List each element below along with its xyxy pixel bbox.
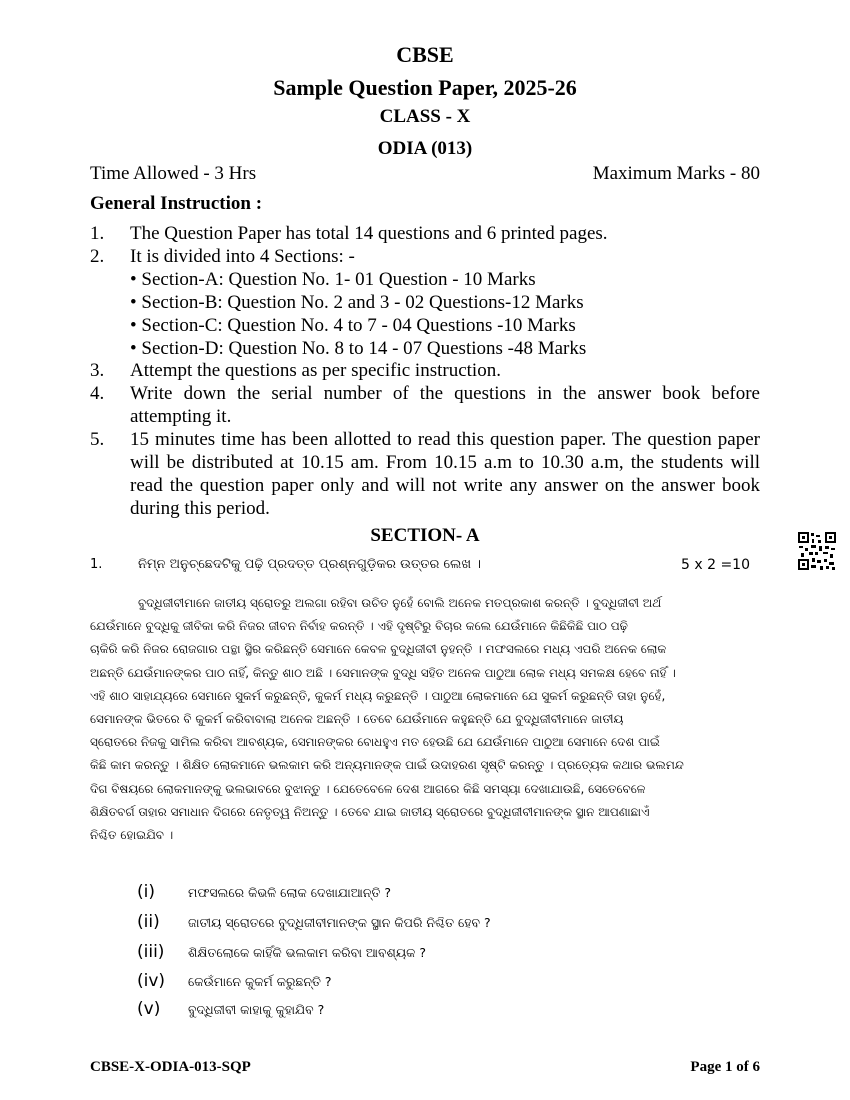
question-text: ନିମ୍ନ ଅନୁଚ୍ଛେଦଟିକୁ ପଢ଼ି ପ୍ରଦତ୍ତ ପ୍ରଶ୍ନଗୁଡ଼ିକର ଉତ୍ତର ଲେଖ । [138, 557, 482, 572]
subject-title: ODIA (013) [377, 138, 473, 159]
passage-line: ବୁଦ୍ଧିଜୀବୀମାନେ ଜାତୀୟ ସ୍ରୋତରୁ ଅଲଗା ରହିବା ଉଚିତ ନୁହେଁ ବୋଲି ଅନେକ ମତପ୍ରକାଶ କରନ୍ତି । ବୁଦ୍ଧିଜୀବୀ ଅର୍ଥ [138, 596, 662, 610]
subquestion-text: ଶିକ୍ଷିତଲୋକେ କାହିଁକି ଭଲକାମ କରିବା ଆବଶ୍ୟକ ? [188, 945, 427, 960]
instruction-number: 2. [90, 246, 105, 267]
board-title: CBSE [396, 42, 454, 67]
section-bullet: • Section-A: Question No. 1- 01 Question - 10 Marks [130, 269, 536, 290]
subquestion-text: ଜାତୀୟ ସ୍ରୋତରେ ବୁଦ୍ଧିଜୀବୀମାନଙ୍କ ସ୍ଥାନ କିପରି ନିଶ୍ଚିତ ହେବ ? [188, 915, 491, 930]
passage-line: ନିଶ୍ଚିତ ହୋଇଯିବ । [90, 827, 174, 842]
time-marks-row [90, 163, 760, 185]
instruction-item [90, 428, 760, 520]
question-number: 1. [90, 557, 103, 572]
subquestion-number: (iii) [137, 942, 165, 962]
instruction-text: Attempt the questions as per specific instruction. [130, 360, 501, 381]
section-bullet: • Section-B: Question No. 2 and 3 - 02 Questions-12 Marks [130, 292, 584, 313]
instruction-text: 15 minutes time has been allotted to read this question paper. The question paper will be distributed at 10.15 am. From 10.15 a.m to 10.30 a.m, the students will read the question paper only and will not write any answer on the answer book during this period. [130, 429, 760, 519]
qr-code-icon [797, 531, 837, 571]
passage [90, 592, 760, 847]
instruction-item [90, 359, 760, 382]
instruction-item [90, 382, 760, 428]
subquestion-text: କେଉଁମାନେ କୁକର୍ମ କରୁଛନ୍ତି ? [188, 974, 332, 989]
time-allowed: Time Allowed - 3 Hrs [90, 163, 257, 184]
footer-code: CBSE-X-ODIA-013-SQP [90, 1059, 251, 1075]
instruction-item [90, 245, 760, 268]
instruction-text: It is divided into 4 Sections: - [130, 246, 355, 267]
subquestion-number: (iv) [137, 971, 166, 991]
instruction-text: Write down the serial number of the questions in the answer book before attempting it. [130, 383, 760, 427]
subquestion-text: ମଫସଲରେ କିଭଳି ଲୋକ ଦେଖାଯାଆନ୍ତି ? [188, 885, 391, 900]
question-marks: 5 x 2 =10 [681, 557, 750, 573]
class-title: CLASS - X [379, 106, 471, 127]
subquestion-text: ବୁଦ୍ଧିଜୀବୀ କାହାକୁ କୁହାଯିବ ? [188, 1002, 325, 1017]
maximum-marks: Maximum Marks - 80 [592, 163, 760, 184]
instruction-item [90, 222, 760, 245]
instruction-number: 5. [90, 429, 105, 450]
paper-title: Sample Question Paper, 2025-26 [273, 75, 577, 100]
passage-line: ଏହି ଶାଠ ସାହାଯ୍ୟରେ ସେମାନେ ସୁକର୍ମ କରୁଛନ୍ତି, କୁକର୍ମ ମଧ୍ୟ କରୁଛନ୍ତି । ପାଠୁଆ ଲୋକମାନେ ଯେ ସୁକର୍ମ କରୁଛନ୍ତି ତାହା ନୁହେଁ, [90, 688, 666, 703]
page-number: Page 1 of 6 [690, 1059, 760, 1075]
instruction-number: 4. [90, 383, 105, 404]
section-bullet: • Section-D: Question No. 8 to 14 - 07 Questions -48 Marks [130, 338, 587, 359]
passage-line: ଦିଗ ବିଷୟରେ ଲୋକମାନଙ୍କୁ ଭଲଭାବରେ ବୁଝାନ୍ତୁ । ଯେତେବେଳେ ଦେଶ ଆଗରେ କିଛି ସମସ୍ୟା ଦେଖାଯାଉଛି, ସେତେବେଳେ [90, 781, 646, 796]
subquestion-number: (i) [137, 882, 155, 902]
passage-line: ଯେଉଁମାନେ ବୁଦ୍ଧିକୁ ଜୀବିକା କରି ନିଜର ଜୀବନ ନିର୍ବାହ କରନ୍ତି । ଏହି ଦୃଷ୍ଟିରୁ ବିଚାର କଲେ ଯେଉଁମାନେ କିଛିକିଛି ପାଠ ପଢ଼ି [90, 619, 628, 634]
passage-line: ଅଛନ୍ତି ଯେଉଁମାନଙ୍କର ପାଠ ନାହିଁ, କିନ୍ତୁ ଶାଠ ଅଛି । ସେମାନଙ୍କ ବୁଦ୍ଧି ସହିତ ଅନେକ ପାଠୁଆ ଲୋକ ମଧ୍ୟ ସମକକ୍ଷ ହେବେ ନାହିଁ । [90, 665, 676, 680]
passage-line: ସେମାନଙ୍କ ଭିତରେ ବି କୁକର୍ମ କରିବାବାଲା ଅନେକ ଅଛନ୍ତି । ତେବେ ଯେଉଁମାନେ କହୁଛନ୍ତି ଯେ ବୁଦ୍ଧିଜୀବୀମାନେ ଜାତୀୟ [90, 711, 624, 726]
instruction-number: 3. [90, 360, 105, 381]
passage-line: ଚାକିରି କରି ନିଜର ରୋଜଗାର ପନ୍ଥା ସ୍ଥିର କରିଛନ୍ତି ସେମାନେ କେବଳ ବୁଦ୍ଧିଜୀବୀ ନୁହନ୍ତି । ମଫସଲରେ ମଧ୍ୟ ଏପରି ଅନେକ ଲୋକ [90, 642, 667, 657]
subquestion-number: (v) [137, 999, 161, 1019]
section-a-title: SECTION- A [370, 525, 480, 546]
passage-line: ଶିକ୍ଷିତବର୍ଗ ତାହାର ସମାଧାନ ଦିଗରେ ନେତୃତ୍ୱ ନିଅନ୍ତୁ । ତେବେ ଯାଇ ଜାତୀୟ ସ୍ରୋତରେ ବୁଦ୍ଧିଜୀବୀମାନଙ୍କ ସ୍ଥାନ ଆପଣାଛାଏଁ [90, 804, 650, 819]
passage-line: କିଛି କାମ କରନ୍ତୁ । ଶିକ୍ଷିତ ଲୋକମାନେ ଭଲକାମ କରି ଅନ୍ୟମାନଙ୍କ ପାଇଁ ଉଦାହରଣ ସୃଷ୍ଟି କରନ୍ତୁ । ପ୍ରତ୍ୟେକ କଥାର ଭଲମନ୍ଦ [90, 758, 684, 773]
passage-line: ସ୍ରୋତରେ ନିଜକୁ ସାମିଲ କରିବା ଆବଶ୍ୟକ, ସେମାନଙ୍କର ବୋଧହୁଏ ମତ ହେଉଛି ଯେ ଯେଉଁମାନେ ପାଠୁଆ ସେମାନେ ଦେଶ ପାଇଁ [90, 735, 660, 750]
section-bullet: • Section-C: Question No. 4 to 7 - 04 Questions -10 Marks [130, 315, 576, 336]
instruction-text: The Question Paper has total 14 questions and 6 printed pages. [130, 223, 608, 244]
subquestion-number: (ii) [137, 912, 160, 932]
instructions-heading: General Instruction : [90, 193, 263, 214]
instruction-number: 1. [90, 223, 105, 244]
